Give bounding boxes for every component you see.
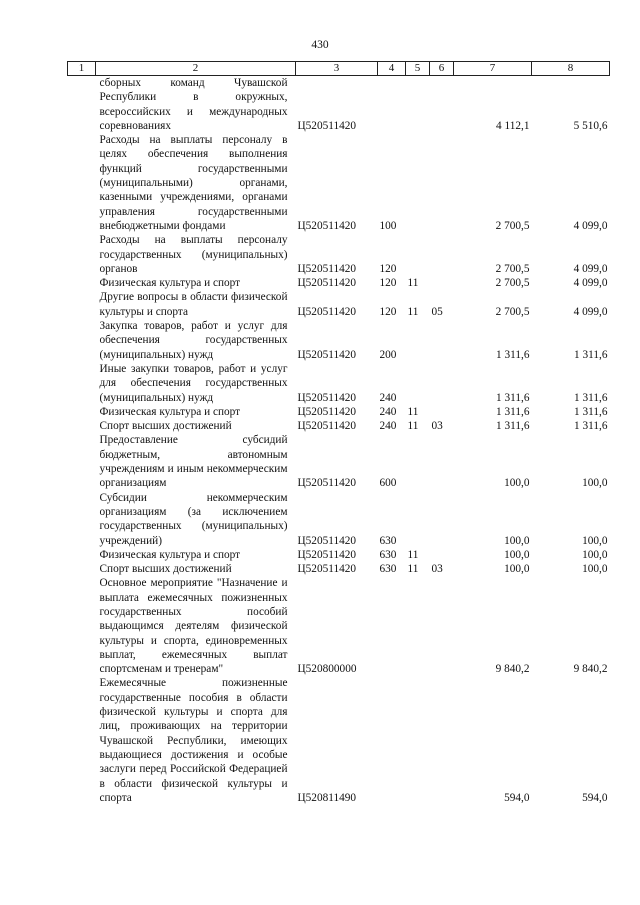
empty-cell [68, 405, 96, 419]
empty-cell [68, 290, 96, 319]
subsection-code [430, 76, 454, 134]
expense-type: 630 [379, 563, 397, 576]
table-row [68, 676, 610, 805]
column-header-7: 7 [454, 62, 532, 76]
expense-type: 100 [379, 219, 397, 232]
column-header-4: 4 [378, 62, 406, 76]
amount-year-2: 100,0 [582, 563, 608, 576]
subsection-code [430, 576, 454, 676]
target-code: Ц520511420 [297, 219, 357, 232]
amount-year-1: 100,0 [504, 534, 530, 547]
subsection-code [430, 491, 454, 548]
target-code: Ц520511420 [297, 477, 357, 490]
amount-year-1: 100,0 [504, 563, 530, 576]
expense-type: 240 [379, 391, 397, 404]
row-name: Физическая культура и спорт [99, 548, 241, 561]
amount-year-1: 100,0 [504, 548, 530, 561]
table-row [68, 419, 610, 433]
section-code [406, 676, 430, 805]
subsection-code [430, 548, 454, 562]
target-code: Ц520511420 [297, 534, 357, 547]
amount-year-2: 4 099,0 [573, 305, 608, 318]
subsection-code [430, 676, 454, 805]
target-code: Ц520511420 [297, 391, 357, 404]
subsection-code: 03 [431, 563, 443, 576]
subsection-code [430, 233, 454, 276]
target-code: Ц520511420 [297, 548, 357, 561]
table-row [68, 433, 610, 490]
expense-type: 240 [379, 405, 397, 418]
section-code [406, 362, 430, 405]
target-code: Ц520511420 [297, 277, 357, 290]
amount-year-2: 9 840,2 [573, 663, 608, 676]
table-header-row [68, 62, 610, 76]
amount-year-2: 5 510,6 [573, 119, 608, 132]
amount-year-1: 9 840,2 [495, 663, 530, 676]
amount-year-2: 1 311,6 [574, 405, 608, 418]
section-code: 11 [407, 548, 419, 561]
section-code [406, 433, 430, 490]
subsection-code: 03 [431, 420, 443, 433]
row-name: сборных команд Чувашской Республики в окружных, всероссийских и международных соревнованиях [99, 77, 288, 132]
empty-cell [68, 76, 96, 134]
row-name: Спорт высших достижений [99, 420, 232, 433]
subsection-code [430, 133, 454, 233]
section-code: 11 [407, 420, 419, 433]
row-name: Предоставление субсидий бюджетным, автономным учреждениям и иным некоммерческим организациям [99, 434, 288, 490]
subsection-code [430, 276, 454, 290]
expense-type: 600 [379, 477, 397, 490]
target-code: Ц520511420 [297, 563, 357, 576]
expense-type: 120 [379, 305, 397, 318]
table-row [68, 405, 610, 419]
section-code [406, 76, 430, 134]
expense-type [378, 576, 406, 676]
section-code [406, 233, 430, 276]
empty-cell [68, 276, 96, 290]
column-header-8: 8 [532, 62, 610, 76]
subsection-code [430, 319, 454, 362]
empty-cell [68, 676, 96, 805]
row-name: Спорт высших достижений [99, 563, 232, 576]
table-row [68, 548, 610, 562]
expense-type: 240 [379, 420, 397, 433]
amount-year-1: 1 311,6 [496, 405, 530, 418]
amount-year-1: 1 311,6 [496, 391, 530, 404]
amount-year-2: 1 311,6 [574, 391, 608, 404]
target-code: Ц520800000 [297, 663, 357, 676]
row-name: Расходы на выплаты персоналу государственных (муниципальных) органов [99, 234, 288, 275]
amount-year-2: 4 099,0 [573, 219, 608, 232]
amount-year-1: 2 700,5 [495, 262, 530, 275]
amount-year-1: 2 700,5 [495, 305, 530, 318]
amount-year-2: 100,0 [582, 477, 608, 490]
amount-year-1: 1 311,6 [496, 420, 530, 433]
section-code [406, 491, 430, 548]
amount-year-1: 594,0 [504, 791, 530, 804]
section-code: 11 [407, 563, 419, 576]
expense-type: 120 [379, 277, 397, 290]
amount-year-1: 2 700,5 [495, 219, 530, 232]
amount-year-2: 4 099,0 [573, 277, 608, 290]
table-row [68, 276, 610, 290]
target-code: Ц520511420 [297, 119, 357, 132]
table-row [68, 133, 610, 233]
budget-table [67, 61, 610, 805]
amount-year-1: 100,0 [504, 477, 530, 490]
empty-cell [68, 362, 96, 405]
empty-cell [68, 562, 96, 576]
expense-type: 200 [379, 348, 397, 361]
target-code: Ц520811490 [297, 791, 357, 804]
empty-cell [68, 319, 96, 362]
amount-year-2: 4 099,0 [573, 262, 608, 275]
amount-year-2: 100,0 [582, 534, 608, 547]
amount-year-1: 4 112,1 [496, 119, 530, 132]
amount-year-1: 2 700,5 [495, 277, 530, 290]
target-code: Ц520511420 [297, 262, 357, 275]
column-header-1: 1 [68, 62, 96, 76]
empty-cell [68, 433, 96, 490]
amount-year-2: 1 311,6 [574, 348, 608, 361]
expense-type: 630 [379, 534, 397, 547]
table-row [68, 233, 610, 276]
empty-cell [68, 133, 96, 233]
table-row [68, 576, 610, 676]
row-name: Другие вопросы в области физической культуры и спорта [99, 291, 288, 318]
amount-year-2: 1 311,6 [574, 420, 608, 433]
empty-cell [68, 419, 96, 433]
subsection-code [430, 433, 454, 490]
column-header-3: 3 [296, 62, 378, 76]
row-name: Ежемесячные пожизненные государственные пособия в области физической культуры и спорта для лиц, проживающих на территории Чувашской Республики, имеющих выдающиеся достижения и особые заслуги перед Российской Федерацией в области физической культуры и спорта [99, 677, 288, 804]
table-row [68, 362, 610, 405]
expense-type: 630 [379, 548, 397, 561]
row-name: Иные закупки товаров, работ и услуг для обеспечения государственных (муниципальных) нужд [99, 362, 288, 404]
expense-type: 120 [379, 262, 397, 275]
section-code [406, 319, 430, 362]
expense-type [378, 76, 406, 134]
row-name: Основное мероприятие "Назначение и выплата ежемесячных пожизненных государственных пособий выдающимся деятелям физической культуры и спорта, единовременных выплат, ежемесячных выплат спортсменам и тренерам" [99, 577, 288, 676]
target-code: Ц520511420 [297, 305, 357, 318]
subsection-code [430, 405, 454, 419]
table-row [68, 491, 610, 548]
page-number: 430 [311, 39, 329, 51]
target-code: Ц520511420 [297, 420, 357, 433]
empty-cell [68, 576, 96, 676]
column-header-2: 2 [96, 62, 296, 76]
section-code [406, 576, 430, 676]
row-name: Субсидии некоммерческим организациям (за исключением государственных (муниципальных) учреждений) [99, 491, 288, 547]
amount-year-2: 594,0 [582, 791, 608, 804]
section-code: 11 [407, 305, 419, 318]
target-code: Ц520511420 [297, 348, 357, 361]
subsection-code [430, 362, 454, 405]
table-row [68, 290, 610, 319]
table-row [68, 76, 610, 134]
table-row [68, 319, 610, 362]
target-code: Ц520511420 [297, 405, 357, 418]
row-name: Физическая культура и спорт [99, 277, 241, 290]
column-header-5: 5 [406, 62, 430, 76]
row-name: Расходы на выплаты персоналу в целях обеспечения выполнения функций государственными (муниципальными) органами, казенными учреждениями, органами управления государственными внебюджетными фондами [99, 134, 288, 232]
amount-year-1: 1 311,6 [496, 348, 530, 361]
section-code: 11 [407, 405, 419, 418]
row-name: Закупка товаров, работ и услуг для обеспечения государственных (муниципальных) нужд [99, 320, 288, 361]
subsection-code: 05 [431, 305, 443, 318]
expense-type [378, 676, 406, 805]
table-row [68, 562, 610, 576]
section-code [406, 133, 430, 233]
empty-cell [68, 233, 96, 276]
amount-year-2: 100,0 [582, 548, 608, 561]
column-header-6: 6 [430, 62, 454, 76]
empty-cell [68, 491, 96, 548]
row-name: Физическая культура и спорт [99, 405, 241, 418]
section-code: 11 [407, 277, 419, 290]
empty-cell [68, 548, 96, 562]
